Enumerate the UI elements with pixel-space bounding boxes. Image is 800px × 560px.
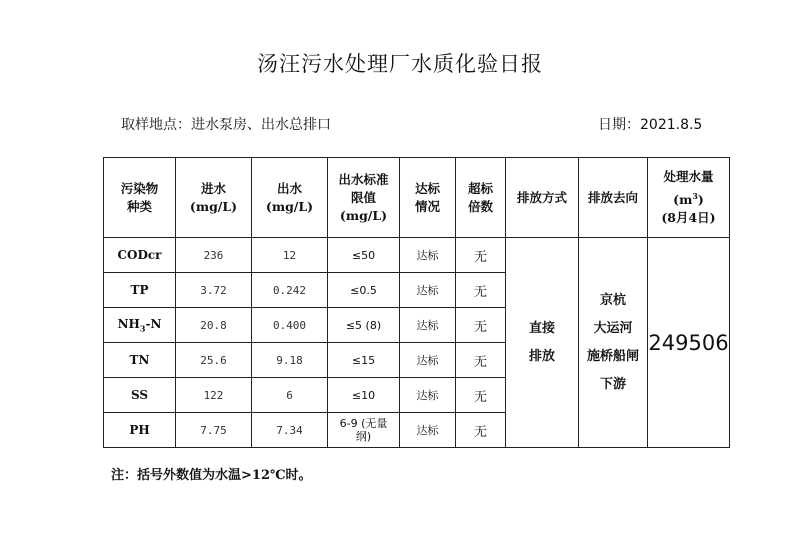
header-pollutant-line2: 种类 <box>126 198 152 214</box>
header-outflow <box>252 158 328 238</box>
pollutant-name-main: NH <box>117 316 140 331</box>
over-value: 无 <box>456 273 506 308</box>
discharge-dest-line3: 施桥船闸 <box>586 348 639 364</box>
header-inflow <box>176 158 252 238</box>
header-status-line1: 达标 <box>414 180 440 196</box>
pollutant-name <box>104 308 176 343</box>
pollutant-name: PH <box>104 413 176 448</box>
status-value: 达标 <box>400 273 456 308</box>
header-volume-unit-prefix: (m <box>673 191 693 207</box>
outflow-value: 0.400 <box>252 308 328 343</box>
header-volume-line2 <box>673 192 704 207</box>
header-volume-line3: (8月4日) <box>661 209 716 225</box>
header-volume-unit-suffix: ) <box>697 191 704 207</box>
status-value: 达标 <box>400 308 456 343</box>
discharge-method-line2: 排放 <box>528 348 555 364</box>
status-value: 达标 <box>400 343 456 378</box>
header-outflow-line2: (mg/L) <box>265 198 314 214</box>
header-status-line2: 情况 <box>414 198 440 214</box>
header-over <box>456 158 506 238</box>
inflow-value: 3.72 <box>176 273 252 308</box>
table-row <box>104 238 730 273</box>
header-outflow-line1: 出水 <box>276 180 302 196</box>
outflow-value: 0.242 <box>252 273 328 308</box>
footnote: 注：括号外数值为水温>12℃时。 <box>111 468 312 483</box>
inflow-value: 236 <box>176 238 252 273</box>
header-volume-line1: 处理水量 <box>663 169 714 185</box>
header-pollutant-line1: 污染物 <box>120 180 159 196</box>
header-inflow-line2: (mg/L) <box>189 198 238 214</box>
header-limit <box>328 158 400 238</box>
pollutant-name: SS <box>104 378 176 413</box>
status-value: 达标 <box>400 378 456 413</box>
pollutant-name-tail: -N <box>145 316 162 331</box>
header-status <box>400 158 456 238</box>
pollutant-name-sub: 3 <box>139 323 146 334</box>
discharge-dest-cell <box>579 238 648 448</box>
report-date: 日期：2021.8.5 <box>598 117 703 133</box>
limit-value: ≤5 (8) <box>328 308 400 343</box>
header-inflow-line1: 进水 <box>200 180 226 196</box>
limit-value <box>328 413 400 448</box>
inflow-value: 122 <box>176 378 252 413</box>
over-value: 无 <box>456 413 506 448</box>
header-discharge-method: 排放方式 <box>506 158 579 238</box>
outflow-value: 9.18 <box>252 343 328 378</box>
report-title: 汤汪污水处理厂水质化验日报 <box>257 52 543 76</box>
header-limit-line2: 限值 <box>350 189 376 205</box>
header-discharge-dest: 排放去向 <box>579 158 648 238</box>
discharge-dest-line1: 京杭 <box>599 292 626 308</box>
inflow-value: 7.75 <box>176 413 252 448</box>
outflow-value: 12 <box>252 238 328 273</box>
outflow-value: 7.34 <box>252 413 328 448</box>
sampling-location: 取样地点：进水泵房、出水总排口 <box>121 117 331 133</box>
discharge-method-line1: 直接 <box>528 320 555 336</box>
pollutant-name: CODcr <box>104 238 176 273</box>
limit-value-line2: 纲) <box>355 430 372 443</box>
pollutant-name: TP <box>104 273 176 308</box>
pollutant-name: TN <box>104 343 176 378</box>
discharge-dest-line4: 下游 <box>599 376 626 392</box>
outflow-value: 6 <box>252 378 328 413</box>
header-limit-line3: (mg/L) <box>339 207 388 223</box>
inflow-value: 25.6 <box>176 343 252 378</box>
discharge-method-cell <box>506 238 579 448</box>
header-over-line2: 倍数 <box>467 198 493 214</box>
limit-value: ≤50 <box>328 238 400 273</box>
limit-value: ≤10 <box>328 378 400 413</box>
status-value: 达标 <box>400 413 456 448</box>
header-volume <box>648 158 730 238</box>
table-header-row <box>104 158 730 238</box>
status-value: 达标 <box>400 238 456 273</box>
over-value: 无 <box>456 343 506 378</box>
over-value: 无 <box>456 238 506 273</box>
header-pollutant <box>104 158 176 238</box>
limit-value-line1: 6-9 (无量 <box>339 417 388 430</box>
limit-value: ≤0.5 <box>328 273 400 308</box>
over-value: 无 <box>456 308 506 343</box>
inflow-value: 20.8 <box>176 308 252 343</box>
discharge-dest-line2: 大运河 <box>593 320 633 336</box>
limit-value: ≤15 <box>328 343 400 378</box>
header-limit-line1: 出水标准 <box>338 171 389 187</box>
header-volume-unit-sup: 3 <box>692 190 698 201</box>
water-quality-table <box>103 157 730 448</box>
over-value: 无 <box>456 378 506 413</box>
volume-value: 249506 <box>648 238 730 448</box>
header-over-line1: 超标 <box>467 180 493 196</box>
